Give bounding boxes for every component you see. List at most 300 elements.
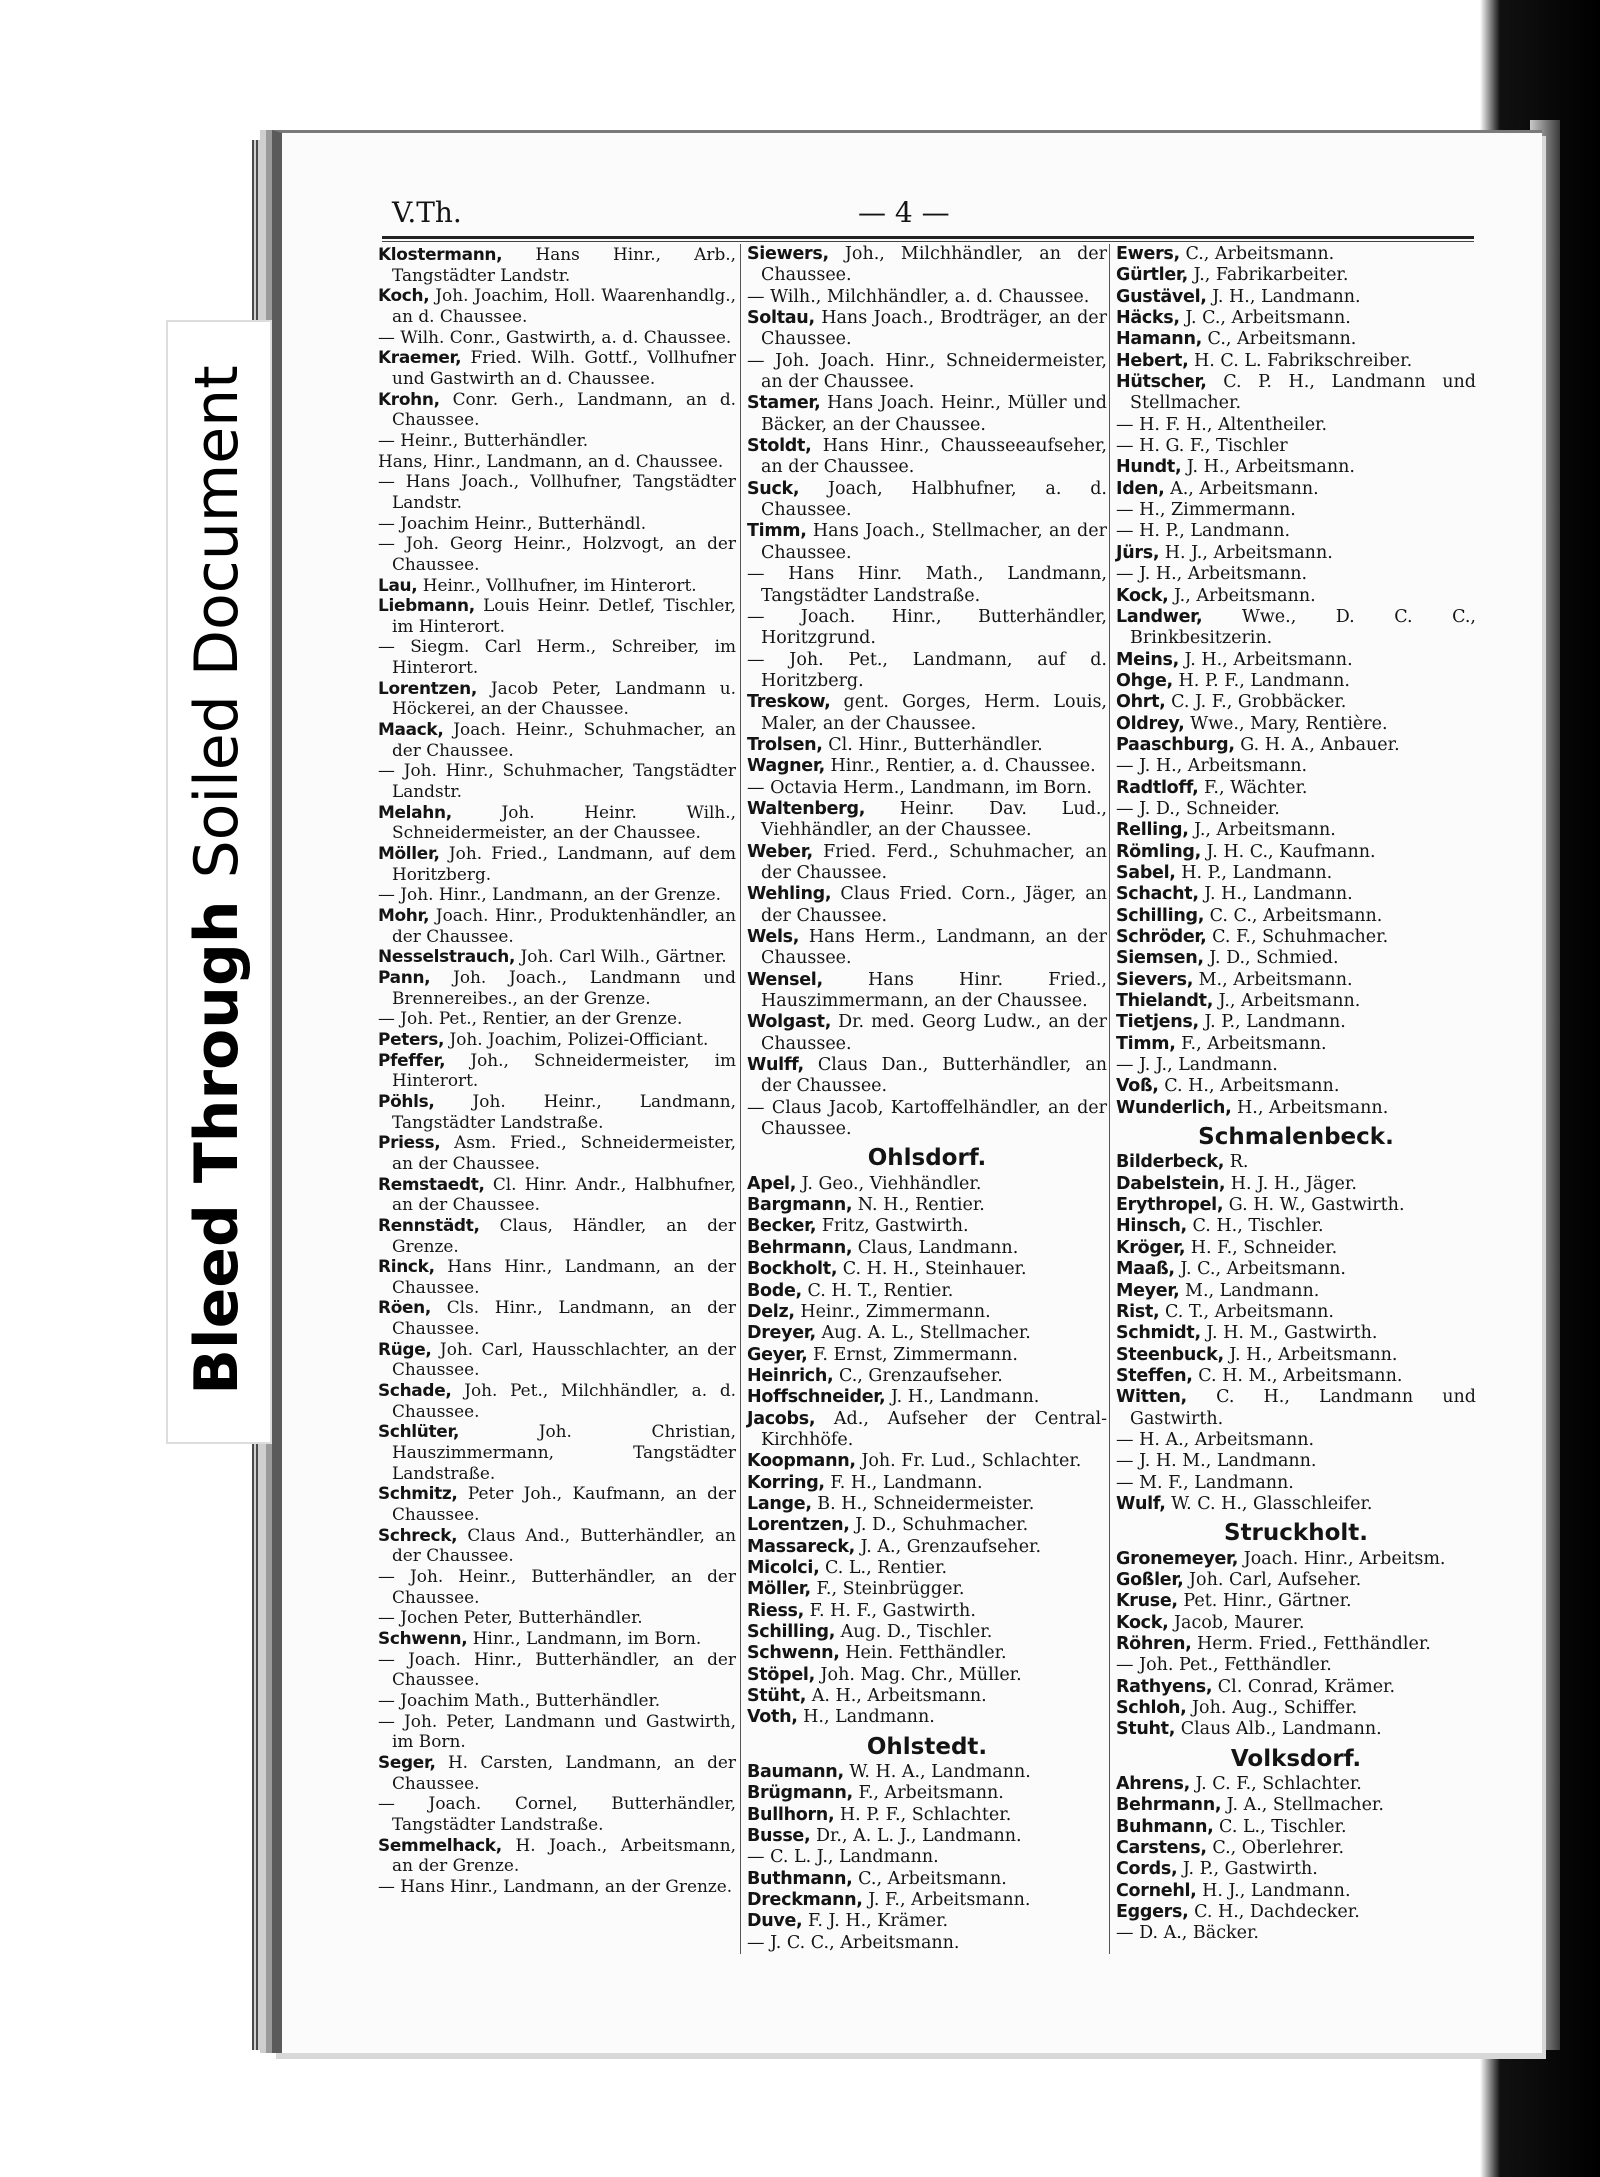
- directory-entry: [1116, 1430, 1476, 1451]
- directory-entry: [747, 1826, 1107, 1847]
- directory-entry: [378, 1607, 736, 1628]
- directory-entry: [378, 1628, 736, 1649]
- entry-surname: Bode,: [747, 1280, 802, 1301]
- directory-column-3: [1116, 244, 1476, 1945]
- directory-entry: [747, 970, 1107, 1013]
- entry-surname: Pöhls,: [378, 1090, 435, 1111]
- directory-entry: [1116, 756, 1476, 777]
- directory-entry: [747, 1579, 1107, 1600]
- entry-surname: Suck,: [747, 478, 800, 499]
- entry-surname: Gronemeyer,: [1116, 1548, 1239, 1569]
- entry-details: C. L., Tischler.: [1219, 1816, 1347, 1837]
- directory-entry: [1116, 1923, 1476, 1944]
- directory-entry: [747, 1451, 1107, 1472]
- directory-entry: [1116, 1216, 1476, 1237]
- entry-surname: Geyer,: [747, 1344, 808, 1365]
- directory-entry: [378, 1091, 736, 1132]
- entry-surname: Tietjens,: [1116, 1012, 1199, 1033]
- directory-entry: [378, 1690, 736, 1711]
- entry-details: M., Landmann.: [1185, 1280, 1320, 1301]
- entry-surname: Rathyens,: [1116, 1676, 1213, 1697]
- directory-entry: [1116, 1259, 1476, 1280]
- entry-details: — Joh. Georg Heinr., Holzvogt, an der Chaussee.: [378, 533, 736, 574]
- entry-surname: Pfeffer,: [378, 1049, 446, 1070]
- directory-entry: [747, 735, 1107, 756]
- directory-column-2: [747, 244, 1107, 1954]
- directory-entry: [1116, 1473, 1476, 1494]
- entry-details: Conr. Gerh., Landmann, an d. Chaussee.: [392, 388, 736, 430]
- entry-details: H. C. L. Fabrikschreiber.: [1194, 350, 1413, 371]
- entry-details: Wwe., D. C. C., Brinkbesitzerin.: [1130, 606, 1476, 649]
- entry-details: — Wilh., Milchhändler, a. d. Chaussee.: [747, 286, 1090, 307]
- entry-surname: Möller,: [747, 1579, 811, 1600]
- directory-entry: [378, 760, 736, 801]
- entry-details: Aug. D., Tischler.: [840, 1622, 993, 1642]
- entry-details: Claus Fried. Corn., Jäger, an der Chaussee.: [761, 884, 1107, 926]
- entry-surname: Becker,: [747, 1216, 817, 1237]
- entry-surname: Schade,: [378, 1380, 452, 1401]
- entry-surname: Waltenberg,: [747, 798, 866, 819]
- entry-details: J., Fabrikarbeiter.: [1193, 265, 1349, 286]
- entry-details: gent. Gorges, Herm. Louis, Maler, an der Chaussee.: [761, 692, 1107, 734]
- entry-surname: Gürtler,: [1116, 265, 1188, 286]
- entry-details: C., Arbeitsmann.: [1185, 244, 1335, 264]
- entry-details: — H. G. F., Tischler: [1116, 436, 1288, 457]
- directory-entry: [747, 1762, 1107, 1783]
- entry-details: Hans Joach., Brodträger, an der Chaussee.: [761, 308, 1107, 350]
- entry-details: — Wilh. Conr., Gastwirth, a. d. Chaussee.: [378, 326, 732, 347]
- entry-details: — Joachim Heinr., Butterhändl.: [378, 512, 647, 533]
- directory-entry: [1116, 1238, 1476, 1259]
- entry-details: Dr. med. Georg Ludw., an der Chaussee.: [761, 1012, 1107, 1054]
- entry-details: — Joh. Pet., Rentier, an der Grenze.: [378, 1008, 683, 1029]
- directory-entry: [747, 1098, 1107, 1141]
- directory-entry: [378, 1132, 736, 1173]
- directory-entry: [747, 607, 1107, 650]
- directory-entry: [378, 1297, 736, 1338]
- entry-details: J., Arbeitsmann.: [1218, 991, 1361, 1012]
- entry-surname: Paaschburg,: [1116, 734, 1235, 755]
- entry-details: Louis Heinr. Detlef, Tischler, im Hinterort.: [392, 595, 736, 636]
- entry-surname: Massareck,: [747, 1536, 856, 1557]
- entry-details: Pet. Hinr., Gärtner.: [1183, 1591, 1352, 1612]
- directory-entry: [1116, 650, 1476, 671]
- directory-entry: [1116, 586, 1476, 607]
- directory-entry: [747, 1622, 1107, 1643]
- directory-entry: [378, 347, 736, 388]
- entry-details: Joh. Pet., Milchhändler, a. d. Chaussee.: [392, 1380, 736, 1421]
- directory-entry: [1116, 351, 1476, 372]
- directory-entry: [1116, 948, 1476, 969]
- entry-surname: Wehling,: [747, 884, 832, 905]
- entry-details: J. H., Arbeitsmann.: [1186, 457, 1355, 478]
- entry-details: M., Arbeitsmann.: [1198, 969, 1353, 990]
- directory-entry: [1116, 1098, 1476, 1119]
- directory-entry: [1116, 799, 1476, 820]
- entry-details: J. C., Arbeitsmann.: [1185, 308, 1351, 329]
- entry-surname: Jürs,: [1116, 542, 1160, 563]
- entry-details: Wwe., Mary, Rentière.: [1190, 713, 1388, 734]
- directory-entry: [747, 436, 1107, 479]
- entry-surname: Wensel,: [747, 969, 823, 990]
- entry-details: — Hans Hinr., Landmann, an der Grenze.: [378, 1875, 733, 1896]
- directory-entry: [378, 1711, 736, 1752]
- directory-entry: [1116, 820, 1476, 841]
- entry-details: Joach. Hinr., Produktenhändler, an der Chaussee.: [392, 905, 736, 946]
- entry-surname: Schlüter,: [378, 1421, 460, 1442]
- entry-details: J. H. M., Gastwirth.: [1206, 1323, 1378, 1344]
- entry-details: J. A., Stellmacher.: [1226, 1795, 1384, 1816]
- entry-surname: Priess,: [378, 1132, 441, 1153]
- directory-entry: [378, 1752, 736, 1793]
- entry-surname: Bullhorn,: [747, 1804, 835, 1825]
- entry-details: Peter Joh., Kaufmann, an der Chaussee.: [392, 1483, 736, 1525]
- entry-details: Joh. Joach., Landmann und Brennereibes., an der Grenze.: [392, 966, 736, 1008]
- entry-surname: Hinsch,: [1116, 1216, 1187, 1237]
- entry-details: Claus And., Butterhändler, an der Chaussee.: [392, 1524, 736, 1566]
- entry-details: — J. H., Arbeitsmann.: [1116, 756, 1308, 777]
- entry-surname: Siewers,: [747, 244, 829, 264]
- directory-entry: [378, 636, 736, 677]
- directory-entry: [1116, 1634, 1476, 1655]
- entry-surname: Dreyer,: [747, 1323, 816, 1344]
- entry-details: — H. A., Arbeitsmann.: [1116, 1429, 1315, 1450]
- entry-surname: Wunderlich,: [1116, 1097, 1232, 1118]
- directory-entry: [747, 287, 1107, 308]
- entry-surname: Brügmann,: [747, 1783, 853, 1804]
- entry-details: H., Landmann.: [803, 1707, 935, 1728]
- entry-details: J. H., Landmann.: [1212, 286, 1361, 307]
- entry-surname: Oldrey,: [1116, 713, 1185, 734]
- directory-entry: [1116, 1281, 1476, 1302]
- entry-surname: Ohrt,: [1116, 692, 1166, 713]
- entry-surname: Voß,: [1116, 1076, 1159, 1097]
- entry-surname: Stuht,: [1116, 1719, 1176, 1740]
- directory-entry: [747, 1643, 1107, 1664]
- entry-details: C. H. H., Steinhauer.: [842, 1259, 1027, 1280]
- entry-surname: Cords,: [1116, 1859, 1178, 1880]
- entry-details: Hans Joach., Stellmacher, an der Chaussee.: [761, 521, 1107, 563]
- entry-details: — Joachim Math., Butterhändler.: [378, 1689, 661, 1710]
- directory-entry: [747, 1707, 1107, 1728]
- directory-entry: [747, 393, 1107, 436]
- directory-entry: [747, 1323, 1107, 1344]
- entry-details: A., Arbeitsmann.: [1170, 478, 1319, 499]
- entry-surname: Hamann,: [1116, 329, 1202, 350]
- label-normal: Soiled Document: [182, 365, 252, 879]
- entry-surname: Schmitz,: [378, 1483, 458, 1504]
- directory-entry: [1116, 564, 1476, 585]
- entry-details: — Claus Jacob, Kartoffelhändler, an der Chaussee.: [747, 1097, 1107, 1140]
- entry-details: F. J. H., Krämer.: [808, 1911, 949, 1932]
- entry-details: A. H., Arbeitsmann.: [811, 1686, 987, 1707]
- entry-details: — H. F. H., Altentheiler.: [1116, 414, 1328, 435]
- entry-surname: Dreckmann,: [747, 1890, 863, 1911]
- directory-entry: [747, 1911, 1107, 1932]
- directory-entry: [1116, 671, 1476, 692]
- entry-details: Joh., Milchhändler, an der Chaussee.: [761, 244, 1107, 286]
- entry-details: C. P. H., Landmann und Stellmacher.: [1130, 372, 1476, 414]
- entry-surname: Kock,: [1116, 1612, 1169, 1633]
- directory-entry: [1116, 1817, 1476, 1838]
- entry-details: J. A., Grenzaufseher.: [860, 1536, 1042, 1557]
- entry-surname: Sabel,: [1116, 862, 1176, 883]
- entry-details: H., Arbeitsmann.: [1237, 1097, 1389, 1118]
- section-heading: Ohlsdorf.: [867, 1145, 987, 1172]
- directory-entry: [1116, 1655, 1476, 1676]
- entry-details: — Hans Hinr. Math., Landmann, Tangstädter Landstraße.: [747, 564, 1107, 606]
- directory-entry: [1116, 244, 1476, 265]
- entry-details: Cls. Hinr., Landmann, an der Chaussee.: [392, 1297, 736, 1339]
- directory-entry: [378, 285, 736, 326]
- section-heading: Ohlstedt.: [866, 1733, 988, 1760]
- section-heading: Schmalenbeck.: [1198, 1124, 1394, 1151]
- entry-details: C. H., Landmann und Gastwirth.: [1130, 1387, 1476, 1429]
- directory-entry: [378, 719, 736, 760]
- directory-entry: [747, 1302, 1107, 1323]
- entry-details: — J. C. C., Arbeitsmann.: [747, 1932, 960, 1953]
- entry-details: — Joach. Hinr., Butterhändler, Horitzgrund.: [747, 606, 1107, 649]
- entry-surname: Stöpel,: [747, 1664, 815, 1685]
- entry-surname: Rist,: [1116, 1301, 1160, 1322]
- header-rule-thin: [382, 241, 1474, 242]
- directory-entry: [747, 778, 1107, 799]
- directory-entry: [747, 842, 1107, 885]
- directory-entry: [378, 884, 736, 905]
- entry-details: Cl. Hinr., Butterhändler.: [828, 734, 1043, 755]
- directory-entry: [1116, 436, 1476, 457]
- directory-entry: [378, 1566, 736, 1607]
- entry-details: Jacob, Maurer.: [1174, 1612, 1305, 1633]
- entry-surname: Stamer,: [747, 393, 821, 414]
- directory-entry: [1116, 1387, 1476, 1430]
- directory-entry: [1116, 1549, 1476, 1570]
- directory-entry: [1116, 991, 1476, 1012]
- directory-entry: [1116, 714, 1476, 735]
- directory-entry: [1116, 1195, 1476, 1216]
- entry-surname: Dabelstein,: [1116, 1173, 1226, 1194]
- directory-entry: [747, 308, 1107, 351]
- directory-column-1: [378, 244, 736, 1897]
- entry-details: — Joach. Hinr., Butterhändler, an der Chaussee.: [378, 1648, 736, 1690]
- entry-details: Hans Joach. Heinr., Müller und Bäcker, an der Chaussee.: [761, 393, 1107, 435]
- directory-entry: [747, 1558, 1107, 1579]
- entry-surname: Lorentzen,: [747, 1515, 850, 1536]
- entry-details: Cl. Hinr. Andr., Halbhufner, an der Chaussee.: [392, 1173, 736, 1215]
- directory-entry: [1116, 735, 1476, 756]
- directory-entry: [747, 1869, 1107, 1890]
- directory-entry: [1116, 1838, 1476, 1859]
- directory-entry: [747, 1890, 1107, 1911]
- entry-surname: Meins,: [1116, 649, 1180, 670]
- entry-surname: Siemsen,: [1116, 948, 1204, 969]
- entry-surname: Schilling,: [1116, 905, 1205, 926]
- entry-surname: Lau,: [378, 574, 418, 595]
- entry-surname: Schwenn,: [378, 1627, 468, 1648]
- entry-details: F., Arbeitsmann.: [858, 1783, 1004, 1804]
- entry-details: B. H., Schneidermeister.: [817, 1493, 1035, 1514]
- directory-entry: [1116, 500, 1476, 521]
- directory-entry: [1116, 842, 1476, 863]
- entry-details: F. Ernst, Zimmermann.: [813, 1344, 1018, 1365]
- directory-entry: [1116, 1034, 1476, 1055]
- entry-details: — J. H., Arbeitsmann.: [1116, 564, 1308, 585]
- entry-surname: Lorentzen,: [378, 677, 477, 698]
- entry-surname: Möller,: [378, 843, 440, 864]
- directory-entry: [747, 244, 1107, 287]
- entry-details: J. H., Arbeitsmann.: [1184, 649, 1353, 670]
- directory-entry: [747, 756, 1107, 777]
- entry-details: Claus, Landmann.: [857, 1237, 1019, 1258]
- directory-entry: [1116, 607, 1476, 650]
- entry-details: — Heinr., Butterhändler.: [378, 429, 589, 450]
- entry-details: Claus Dan., Butterhändler, an der Chaussee.: [761, 1055, 1107, 1097]
- directory-entry: [747, 884, 1107, 927]
- entry-surname: Landwer,: [1116, 606, 1203, 627]
- entry-details: J. P., Gastwirth.: [1182, 1859, 1318, 1880]
- entry-surname: Wagner,: [747, 756, 825, 777]
- directory-entry: [747, 1387, 1107, 1408]
- entry-details: — J. J., Landmann.: [1116, 1055, 1278, 1076]
- entry-surname: Soltau,: [747, 308, 815, 329]
- header-rule: [382, 236, 1474, 239]
- entry-details: C. H., Arbeitsmann.: [1164, 1076, 1340, 1097]
- directory-entry: [1116, 287, 1476, 308]
- directory-entry: [1116, 863, 1476, 884]
- directory-entry: [1116, 543, 1476, 564]
- entry-surname: Iden,: [1116, 478, 1165, 499]
- directory-entry: [1116, 884, 1476, 905]
- entry-surname: Bilderbeck,: [1116, 1152, 1225, 1173]
- directory-entry: [1116, 372, 1476, 415]
- directory-entry: [747, 1847, 1107, 1868]
- entry-details: J. F., Arbeitsmann.: [868, 1890, 1031, 1911]
- entry-details: H. F., Schneider.: [1190, 1237, 1338, 1258]
- entry-details: Heinr. Dav. Lud., Viehhändler, an der Chaussee.: [761, 798, 1107, 841]
- entry-details: Jacob Peter, Landmann u. Höckerei, an der Chaussee.: [392, 677, 736, 719]
- directory-entry: [378, 471, 736, 512]
- entry-surname: Ohge,: [1116, 670, 1173, 691]
- entry-surname: Koopmann,: [747, 1451, 856, 1472]
- directory-entry: [747, 351, 1107, 394]
- entry-details: C., Oberlehrer.: [1212, 1838, 1345, 1859]
- entry-details: G. H. A., Anbauer.: [1240, 734, 1400, 755]
- directory-entry: [378, 595, 736, 636]
- entry-surname: Häcks,: [1116, 308, 1180, 329]
- directory-entry: [747, 521, 1107, 564]
- entry-details: J. H., Landmann.: [890, 1387, 1040, 1408]
- entry-surname: Ahrens,: [1116, 1774, 1190, 1795]
- directory-entry: [378, 1008, 736, 1029]
- directory-entry: [1116, 1323, 1476, 1344]
- entry-details: Herm. Fried., Fetthändler.: [1197, 1634, 1431, 1654]
- entry-details: Hinr., Rentier, a. d. Chaussee.: [830, 756, 1096, 777]
- entry-details: C. H. T., Rentier.: [807, 1280, 954, 1301]
- entry-surname: Weber,: [747, 841, 813, 862]
- entry-details: Dr., A. L. J., Landmann.: [815, 1826, 1022, 1847]
- entry-surname: Liebmann,: [378, 595, 475, 616]
- entry-details: J. D., Schuhmacher.: [855, 1515, 1029, 1536]
- directory-entry: [747, 692, 1107, 735]
- entry-details: — Hans Joach., Vollhufner, Tangstädter Landstr.: [378, 471, 736, 512]
- directory-entry: [378, 678, 736, 719]
- directory-entry: [1116, 1345, 1476, 1366]
- directory-entry: [378, 967, 736, 1008]
- entry-surname: Römling,: [1116, 841, 1201, 862]
- directory-entry: [747, 1537, 1107, 1558]
- entry-surname: Trolsen,: [747, 734, 823, 755]
- entry-details: Cl. Conrad, Krämer.: [1217, 1676, 1396, 1697]
- entry-surname: Schröder,: [1116, 927, 1207, 947]
- entry-details: Joh. Joachim, Polizei-Officiant.: [449, 1028, 709, 1049]
- entry-surname: Schwenn,: [747, 1643, 840, 1664]
- directory-entry: [1116, 906, 1476, 927]
- entry-details: Fried. Wilh. Gottf., Vollhufner und Gastwirth an d. Chaussee.: [392, 347, 736, 388]
- directory-entry: [747, 927, 1107, 970]
- entry-surname: Voth,: [747, 1707, 798, 1728]
- entry-details: — J. H. M., Landmann.: [1116, 1451, 1317, 1472]
- entry-surname: Wulf,: [1116, 1493, 1166, 1514]
- entry-details: C. L., Rentier.: [825, 1557, 948, 1578]
- entry-details: — D. A., Bäcker.: [1116, 1923, 1259, 1944]
- directory-entry: [378, 1339, 736, 1380]
- entry-details: Joh. Carl, Hausschlachter, an der Chaussee.: [392, 1338, 736, 1380]
- section-heading: Volksdorf.: [1230, 1745, 1362, 1772]
- page-header: [388, 196, 1474, 236]
- directory-entry: [1116, 521, 1476, 542]
- entry-details: J. D., Schmied.: [1209, 948, 1339, 969]
- entry-surname: Röhren,: [1116, 1634, 1192, 1654]
- entry-details: J. H., Landmann.: [1204, 884, 1353, 905]
- entry-surname: Schmidt,: [1116, 1323, 1201, 1344]
- entry-surname: Kruse,: [1116, 1591, 1178, 1612]
- directory-entry: [747, 1409, 1107, 1452]
- entry-details: — Joh. Joach. Hinr., Schneidermeister, an der Chaussee.: [747, 350, 1107, 393]
- entry-surname: Wolgast,: [747, 1012, 832, 1033]
- directory-entry: [378, 451, 736, 472]
- entry-surname: Bargmann,: [747, 1195, 853, 1216]
- entry-surname: Krohn,: [378, 388, 440, 409]
- directory-entry: [378, 533, 736, 574]
- entry-surname: Mohr,: [378, 905, 430, 925]
- entry-details: C. H., Tischler.: [1192, 1216, 1324, 1237]
- entry-surname: Apel,: [747, 1173, 797, 1194]
- directory-entry: [747, 1601, 1107, 1622]
- entry-details: J. H., Arbeitsmann.: [1229, 1344, 1398, 1365]
- entry-surname: Meyer,: [1116, 1280, 1180, 1301]
- entry-details: Ad., Aufseher der Central-Kirchhöfe.: [761, 1408, 1107, 1450]
- directory-entry: [747, 1174, 1107, 1195]
- entry-surname: Micolci,: [747, 1557, 820, 1578]
- entry-details: C., Arbeitsmann.: [1207, 329, 1357, 350]
- directory-entry: [1116, 308, 1476, 329]
- entry-details: — Joh. Pet., Landmann, auf d. Horitzberg.: [747, 649, 1107, 691]
- entry-surname: Eggers,: [1116, 1902, 1189, 1923]
- entry-surname: Relling,: [1116, 820, 1189, 841]
- section-heading: Struckholt.: [1224, 1520, 1368, 1547]
- entry-surname: Hoffschneider,: [747, 1387, 886, 1408]
- entry-surname: Seger,: [378, 1751, 436, 1772]
- directory-entry: [747, 1805, 1107, 1826]
- entry-details: Joh. Carl, Aufseher.: [1189, 1569, 1362, 1590]
- entry-surname: Baumann,: [747, 1762, 844, 1783]
- entry-details: H. J., Landmann.: [1202, 1880, 1351, 1901]
- entry-details: Joh. Carl Wilh., Gärtner.: [520, 946, 727, 967]
- entry-details: Joach. Heinr., Schuhmacher, an der Chaussee.: [392, 719, 736, 760]
- directory-entry: [747, 1281, 1107, 1302]
- directory-entry: [378, 843, 736, 884]
- directory-entry: [747, 1783, 1107, 1804]
